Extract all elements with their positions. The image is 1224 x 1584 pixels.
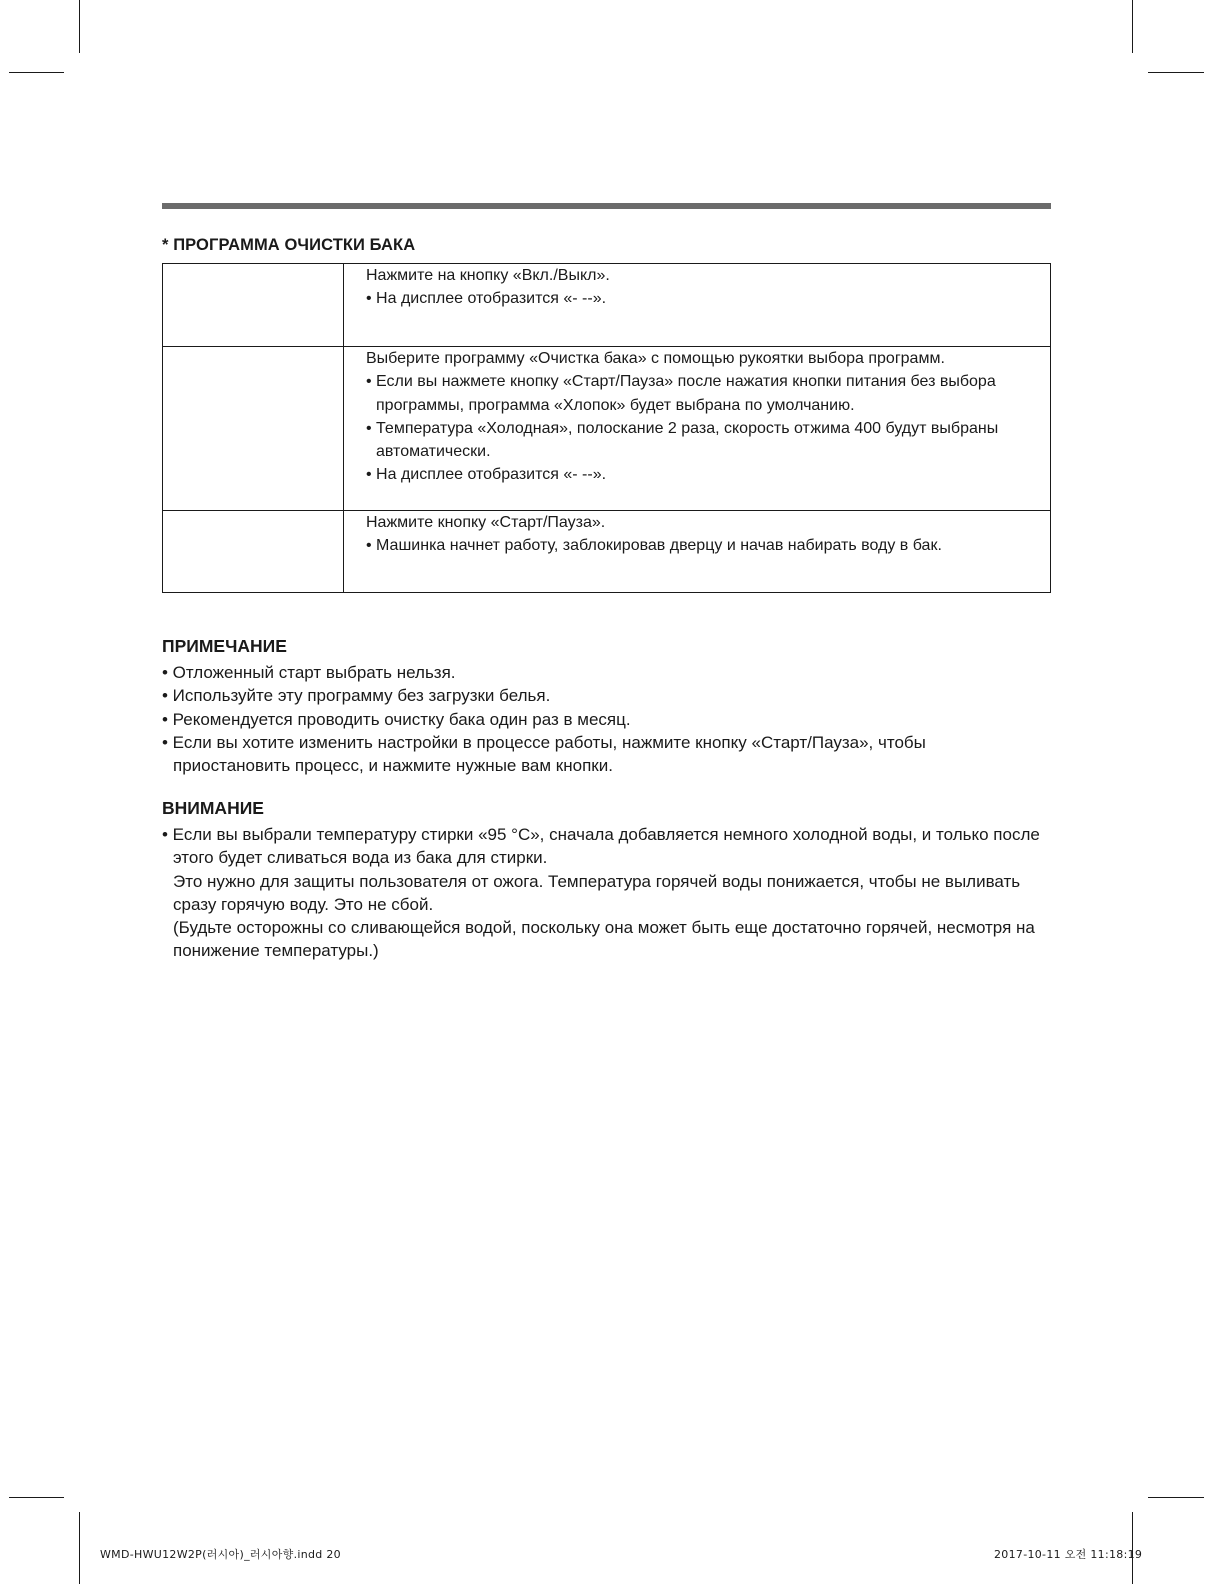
note-item: • Используйте эту программу без загрузки белья.	[162, 686, 551, 706]
table-row	[163, 264, 1051, 347]
header-rule	[162, 203, 1051, 209]
crop-mark	[9, 72, 64, 73]
crop-mark	[1132, 0, 1133, 53]
step-bullet: • На дисплее отобразится «- --».	[366, 290, 607, 308]
crop-mark	[1148, 1497, 1204, 1498]
step-bullet: • Машинка начнет работу, заблокировав дверцу и начав набирать воду в бак.	[366, 537, 942, 555]
note-heading: ПРИМЕЧАНИЕ	[162, 636, 287, 656]
caution-text: Это нужно для защиты пользователя от ожога. Температура горячей воды понижается, чтобы не выливать сразу горячую воду. Это не сбой.	[173, 871, 1021, 914]
step-label	[163, 264, 344, 347]
step-text: Нажмите на кнопку «Вкл./Выкл».	[366, 267, 610, 284]
step-bullet: • Если вы нажмете кнопку «Старт/Пауза» после нажатия кнопки питания без выбора программы, программа «Хлопок» будет выбрана по умолчанию.	[366, 373, 996, 414]
step-text: Нажмите кнопку «Старт/Пауза».	[366, 514, 606, 531]
caution-text: (Будьте осторожны со сливающейся водой, поскольку она может быть еще достаточно горячей, несмотря на понижение температуры.)	[173, 918, 1035, 961]
table-row	[163, 347, 1051, 511]
footer-filename: WMD-HWU12W2P(러시아)_러시아향.indd 20	[100, 1548, 341, 1561]
step-body	[344, 347, 1051, 511]
steps-table	[162, 263, 1051, 593]
note-item: • Отложенный старт выбрать нельзя.	[162, 663, 456, 682]
step-label	[163, 347, 344, 511]
table-row	[163, 511, 1051, 593]
caution-heading: ВНИМАНИЕ	[162, 798, 264, 818]
crop-mark	[79, 1512, 80, 1584]
step-bullet: • Температура «Холодная», полоскание 2 раза, скорость отжима 400 будут выбраны автоматически.	[366, 419, 999, 461]
note-item: • Рекомендуется проводить очистку бака один раз в месяц.	[162, 709, 631, 729]
crop-mark	[9, 1497, 64, 1498]
caution-section	[162, 796, 1042, 963]
note-section	[162, 634, 1042, 777]
step-body	[344, 511, 1051, 593]
caution-item: • Если вы выбрали температуру стирки «95 °C», сначала добавляется немного холодной воды, и только после этого будет сливаться вода из бака для стирки.	[162, 825, 1040, 868]
section-title: * ПРОГРАММА ОЧИСТКИ БАКА	[162, 236, 416, 254]
note-item: • Если вы хотите изменить настройки в процессе работы, нажмите кнопку «Старт/Пауза», чтобы приостановить процесс, и нажмите нужные вам кнопки.	[162, 732, 926, 776]
step-text: Выберите программу «Очистка бака» с помощью рукоятки выбора программ.	[366, 350, 945, 367]
step-bullet: • На дисплее отобразится «- --».	[366, 466, 607, 484]
footer-timestamp: 2017-10-11 오전 11:18:19	[994, 1548, 1143, 1561]
step-body	[344, 264, 1051, 347]
crop-mark	[79, 0, 80, 53]
crop-mark	[1148, 72, 1204, 73]
step-label	[163, 511, 344, 593]
